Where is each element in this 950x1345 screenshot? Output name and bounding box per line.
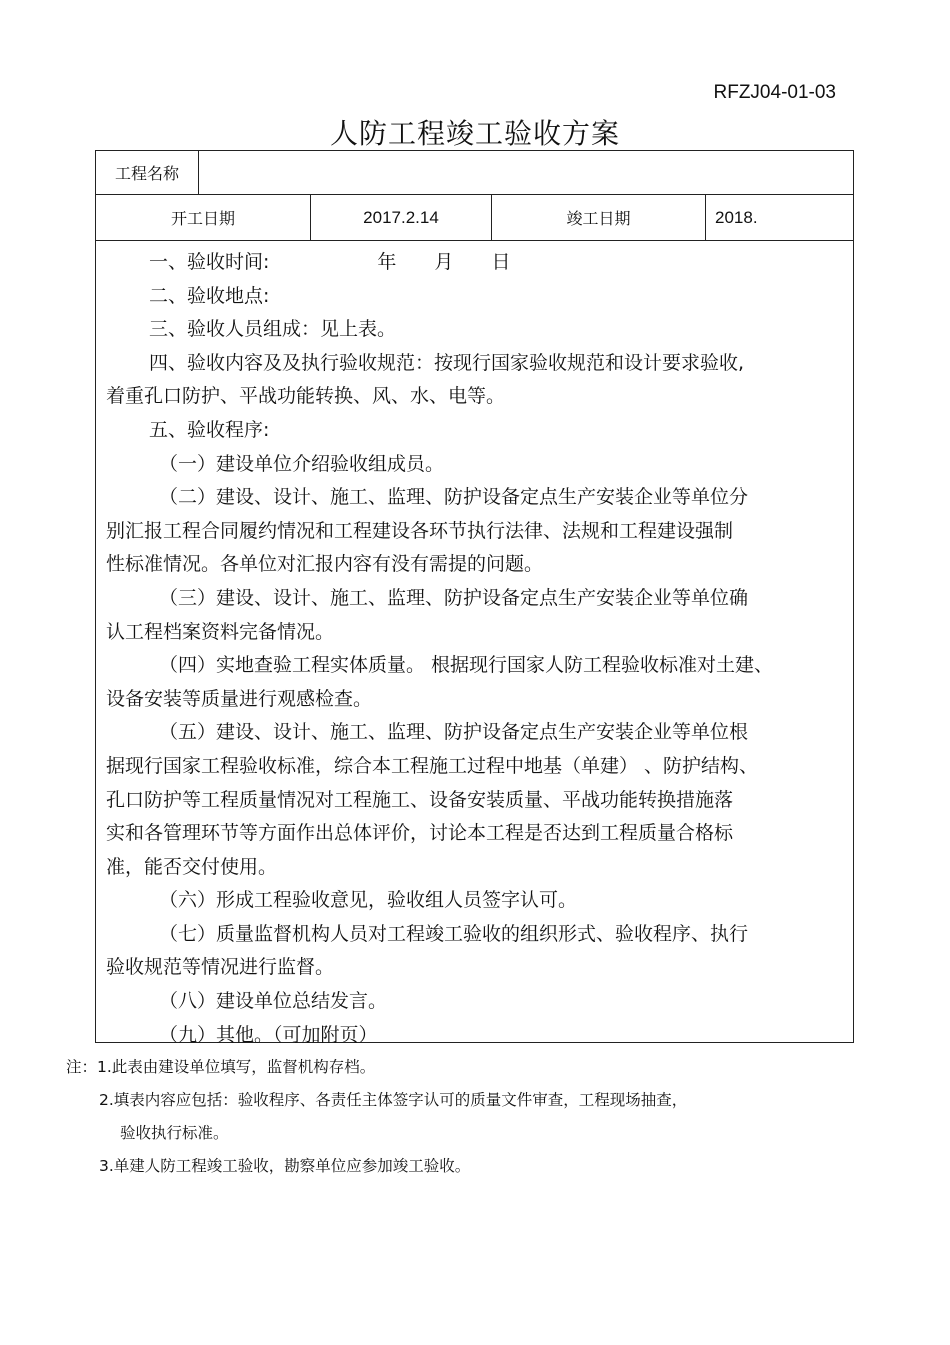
procedure-step-5-cont: 实和各管理环节等方面作出总体评价，讨论本工程是否达到工程质量合格标 (106, 822, 734, 845)
acceptance-procedure-heading: 五、验收程序: (149, 418, 270, 441)
procedure-step-1: （一）建设单位介绍验收组成员。 (159, 452, 445, 475)
project-name-field[interactable] (198, 151, 853, 194)
start-date-label: 开工日期 (170, 209, 235, 228)
note-3: 3.单建人防工程竣工验收，勘察单位应参加竣工验收。 (99, 1157, 471, 1175)
procedure-step-3: （三）建设、设计、施工、监理、防护设备定点生产安装企业等单位确 (159, 586, 749, 609)
acceptance-content-line: 四、验收内容及及执行验收规范：按现行国家验收规范和设计要求验收, (149, 351, 745, 374)
day-label: 日 (491, 251, 511, 273)
procedure-step-7-cont: 验收规范等情况进行监督。 (106, 956, 335, 979)
procedure-step-4-cont: 设备安装等质量进行观感检查。 (106, 687, 373, 710)
project-name-row (96, 151, 853, 195)
procedure-step-2: （二）建设、设计、施工、监理、防护设备定点生产安装企业等单位分 (159, 486, 749, 509)
acceptance-content-line-cont: 着重孔口防护、平战功能转换、风、水、电等。 (106, 385, 506, 408)
procedure-step-2-cont: 别汇报工程合同履约情况和工程建设各环节执行法律、法规和工程建设强制 (106, 519, 734, 542)
acceptance-plan-table (95, 150, 854, 1046)
procedure-step-3-cont: 认工程档案资料完备情况。 (106, 620, 335, 643)
acceptance-time-label: 一、验收时间: (149, 251, 270, 273)
procedure-step-4: （四）实地查验工程实体质量。 根据现行国家人防工程验收标准对土建、 (159, 654, 774, 677)
start-date-field[interactable]: 2017.2.14 (310, 195, 491, 240)
procedure-step-8: （八）建设单位总结发言。 (159, 990, 388, 1013)
procedure-step-9: （九）其他。（可加附页） (159, 1023, 378, 1046)
end-date-label: 竣工日期 (491, 195, 705, 240)
year-label: 年 (377, 251, 397, 273)
acceptance-time-line (106, 246, 843, 280)
plan-content (96, 241, 853, 1046)
procedure-step-6: （六）形成工程验收意见，验收组人员签字认可。 (159, 889, 578, 912)
procedure-step-5-cont: 据现行国家工程验收标准，综合本工程施工过程中地基（单建） 、防护结构、 (106, 754, 759, 777)
document-title: 人防工程竣工验收方案 (329, 117, 620, 150)
end-date-field[interactable]: 2018. (705, 195, 853, 240)
acceptance-location-line: 二、验收地点: (149, 284, 270, 307)
month-label: 月 (434, 251, 454, 273)
procedure-step-7: （七）质量监督机构人员对工程竣工验收的组织形式、验收程序、执行 (159, 922, 749, 945)
procedure-step-5: （五）建设、设计、施工、监理、防护设备定点生产安装企业等单位根 (159, 721, 749, 744)
procedure-step-2-cont: 性标准情况。各单位对汇报内容有没有需提的问题。 (106, 553, 544, 576)
notes-section (66, 1051, 866, 1183)
procedure-step-5-cont: 准，能否交付使用。 (106, 855, 278, 878)
project-name-label: 工程名称 (114, 164, 179, 183)
document-code: RFZJ04-01-03 (713, 82, 836, 103)
acceptance-personnel-line: 三、验收人员组成：见上表。 (149, 318, 397, 341)
note-1: 注：1.此表由建设单位填写，监督机构存档。 (66, 1058, 376, 1076)
procedure-step-5-cont: 孔口防护等工程质量情况对工程施工、设备安装质量、平战功能转换措施落 (106, 788, 734, 811)
note-2-cont: 验收执行标准。 (120, 1124, 229, 1142)
note-2: 2.填表内容应包括：验收程序、各责任主体签字认可的质量文件审查，工程现场抽查， (99, 1091, 688, 1109)
dates-row (96, 195, 853, 241)
